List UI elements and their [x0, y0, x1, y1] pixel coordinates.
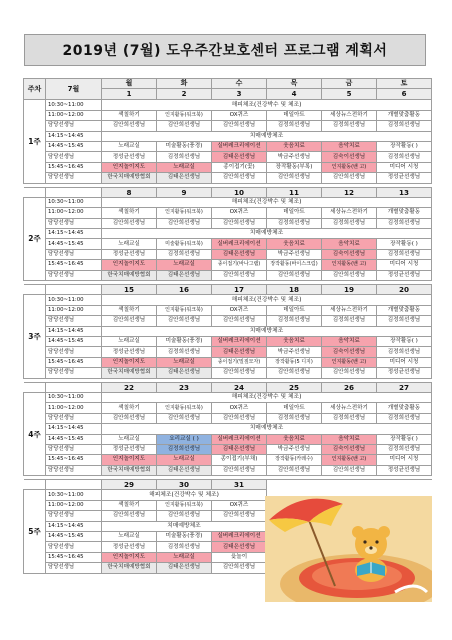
week-column-header: 주차 [24, 79, 46, 100]
program-cell: 김정희선생님 [157, 152, 212, 162]
program-cell: 미술활동(워크북) [157, 239, 212, 249]
row-label: 담당선생님 [46, 511, 102, 521]
program-cell: 노래교실 [102, 141, 157, 151]
month-header: 7월 [46, 79, 102, 100]
program-cell: 장작활동(5 디지) [267, 357, 322, 367]
program-cell: 인지활동(워크북) [157, 208, 212, 218]
row-label: 10:30~11:00 [46, 490, 102, 500]
program-span-cell: 치매예방체조 [102, 521, 267, 531]
schedule-row [24, 110, 432, 120]
week-label: 1주 [24, 100, 46, 183]
program-cell: 세상뉴스전하기 [322, 305, 377, 315]
row-label: 15:45~16:45 [46, 552, 102, 562]
program-cell: 정성균선생님 [102, 444, 157, 454]
program-cell: 김정희선생님 [267, 413, 322, 423]
program-cell: 김숙이선생님 [322, 347, 377, 357]
program-cell: 인지활동(워크북) [157, 500, 212, 510]
program-cell: OX퀴즈 [212, 403, 267, 413]
program-cell: 장작활동( ) [377, 336, 432, 346]
program-cell: 김태은선생님 [157, 563, 212, 573]
program-cell: 종이접기(꽃) [212, 162, 267, 172]
schedule-row [24, 141, 432, 151]
schedule-row [24, 316, 432, 326]
date-row-spacer [46, 480, 102, 490]
date-row-spacer [24, 382, 46, 392]
date-cell: 17 [212, 285, 267, 295]
row-label: 11:00~12:00 [46, 305, 102, 315]
row-label: 10:30~11:00 [46, 197, 102, 207]
program-cell: 음악치료 [322, 141, 377, 151]
program-cell: 김안희선생님 [212, 465, 267, 475]
day-header: 목 [267, 79, 322, 89]
program-cell: 김안희선생님 [322, 270, 377, 280]
program-cell: 김정희선생님 [267, 121, 322, 131]
row-label: 담당선생님 [46, 347, 102, 357]
program-cell: 김태은선생님 [157, 270, 212, 280]
program-cell: 김안희선생님 [157, 218, 212, 228]
schedule-row [24, 413, 432, 423]
program-cell: 실버레크리에이션 [212, 532, 267, 542]
program-cell: 김안희선생님 [212, 511, 267, 521]
program-cell: 정성균선생님 [102, 152, 157, 162]
program-span-cell: 해피체조(건강박수 및 체조) [102, 392, 432, 402]
day-header: 금 [322, 79, 377, 89]
program-cell: 장작활동( ) [377, 141, 432, 151]
program-cell: 정성균선생님 [102, 347, 157, 357]
program-cell: OX퀴즈 [212, 500, 267, 510]
program-cell: 김안희선생님 [102, 121, 157, 131]
program-span-cell: 해피체조(건강박수 및 체조) [102, 197, 432, 207]
schedule-row [24, 173, 432, 183]
program-cell: 한국치매예방협회 [102, 270, 157, 280]
program-cell: 김정희선생님 [377, 218, 432, 228]
program-cell: 인지활동(워크북) [157, 403, 212, 413]
row-label: 14:45~15:45 [46, 336, 102, 346]
program-cell: 김안희선생님 [212, 316, 267, 326]
date-cell: 23 [157, 382, 212, 392]
program-cell: 색칠하기 [102, 500, 157, 510]
row-label: 14:45~15:45 [46, 532, 102, 542]
program-cell: 데일아트 [267, 110, 322, 120]
program-cell: 인지놀이지도 [102, 357, 157, 367]
program-cell: 김정희선생님 [377, 316, 432, 326]
program-cell: 한국치매예방협회 [102, 368, 157, 378]
program-cell: 세상뉴스전하기 [322, 110, 377, 120]
schedule-row [24, 368, 432, 378]
program-cell: 김태은선생님 [157, 465, 212, 475]
week-label: 2주 [24, 197, 46, 280]
program-cell: 인지활동(밴 고) [322, 162, 377, 172]
program-cell: 실버레크리에이션 [212, 141, 267, 151]
row-label: 10:30~11:00 [46, 100, 102, 110]
program-cell: 박금주선생님 [267, 152, 322, 162]
date-cell: 20 [377, 285, 432, 295]
date-cell: 11 [267, 187, 322, 197]
program-cell: 색칠하기 [102, 110, 157, 120]
row-label: 담당선생님 [46, 152, 102, 162]
date-cell: 27 [377, 382, 432, 392]
schedule-row [24, 208, 432, 218]
row-label: 14:15~14:45 [46, 131, 102, 141]
program-cell: 김정희선생님 [157, 542, 212, 552]
date-cell: 29 [102, 480, 157, 490]
row-label: 담당선생님 [46, 173, 102, 183]
program-cell: 김안희선생님 [212, 413, 267, 423]
schedule-row [24, 131, 432, 141]
program-cell: 김태은선생님 [212, 249, 267, 259]
program-cell: 김안희선생님 [157, 511, 212, 521]
program-cell: 김안희선생님 [212, 563, 267, 573]
row-label: 담당선생님 [46, 316, 102, 326]
program-cell: 미술활동(풍경) [157, 336, 212, 346]
week-label: 3주 [24, 295, 46, 378]
summer-bear-reading-icon [265, 496, 432, 602]
program-cell: 김숙이선생님 [322, 152, 377, 162]
schedule-row [24, 403, 432, 413]
date-row-spacer [24, 285, 46, 295]
date-cell: 3 [212, 89, 267, 100]
date-row [24, 382, 432, 392]
program-cell: 김태은선생님 [212, 152, 267, 162]
program-span-cell: 치매예방체조 [102, 131, 432, 141]
row-label: 10:30~11:00 [46, 392, 102, 402]
date-cell: 18 [267, 285, 322, 295]
program-span-cell: 해피체조(건강박수 및 체조) [102, 490, 267, 500]
row-label: 15:45~16:45 [46, 455, 102, 465]
row-label: 담당선생님 [46, 270, 102, 280]
program-cell: 데일아트 [267, 305, 322, 315]
program-cell: 김태은선생님 [212, 347, 267, 357]
schedule-row [24, 121, 432, 131]
row-label: 14:15~14:45 [46, 326, 102, 336]
row-label: 담당선생님 [46, 563, 102, 573]
row-label: 14:45~15:45 [46, 434, 102, 444]
date-cell: 19 [322, 285, 377, 295]
date-cell: 24 [212, 382, 267, 392]
program-cell: 데일아트 [267, 208, 322, 218]
program-cell: 장작활동( ) [377, 239, 432, 249]
schedule-row [24, 444, 432, 454]
program-cell: OX퀴즈 [212, 208, 267, 218]
program-cell: 노래교실 [102, 336, 157, 346]
program-cell: 김안희선생님 [157, 316, 212, 326]
program-cell: 노래교실 [157, 260, 212, 270]
program-cell: 김숙이선생님 [322, 249, 377, 259]
date-cell: 16 [157, 285, 212, 295]
program-cell: 김안희선생님 [212, 270, 267, 280]
row-label: 11:00~12:00 [46, 110, 102, 120]
program-cell: 색칠하기 [102, 208, 157, 218]
row-label: 10:30~11:00 [46, 295, 102, 305]
day-header: 월 [102, 79, 157, 89]
program-cell: 김안희선생님 [267, 173, 322, 183]
row-label: 담당선생님 [46, 413, 102, 423]
date-cell: 30 [157, 480, 212, 490]
program-cell: 미디어 시청 [377, 260, 432, 270]
program-cell: 미술활동(풍경) [157, 532, 212, 542]
program-cell: 김정희선생님 [157, 347, 212, 357]
schedule-row [24, 392, 432, 402]
program-cell: 김안희선생님 [267, 368, 322, 378]
row-label: 담당선생님 [46, 465, 102, 475]
program-cell: 웃음치료 [267, 239, 322, 249]
program-cell: 김안희선생님 [212, 218, 267, 228]
date-cell: 6 [377, 89, 432, 100]
schedule-row [24, 100, 432, 110]
program-cell: 김태은선생님 [157, 173, 212, 183]
program-cell: 김태은선생님 [212, 444, 267, 454]
program-cell: 김정희선생님 [322, 218, 377, 228]
schedule-row [24, 295, 432, 305]
schedule-row [24, 357, 432, 367]
row-label: 14:15~14:45 [46, 424, 102, 434]
schedule-row [24, 260, 432, 270]
program-cell: 김정희선생님 [267, 316, 322, 326]
row-label: 14:15~14:45 [46, 521, 102, 531]
schedule-row [24, 152, 432, 162]
program-cell: 음악치료 [322, 239, 377, 249]
program-cell: 인지활동(워크북) [157, 110, 212, 120]
schedule-row [24, 465, 432, 475]
day-header: 토 [377, 79, 432, 89]
date-cell: 9 [157, 187, 212, 197]
date-cell: 26 [322, 382, 377, 392]
schedule-row [24, 424, 432, 434]
program-cell: 노래교실 [157, 552, 212, 562]
program-cell: 김안희선생님 [157, 413, 212, 423]
program-cell: 김정희선생님 [377, 121, 432, 131]
row-label: 담당선생님 [46, 249, 102, 259]
schedule-row [24, 336, 432, 346]
program-cell: 정성균선생님 [377, 465, 432, 475]
date-cell: 1 [102, 89, 157, 100]
program-cell: 실버레크리에이션 [212, 239, 267, 249]
schedule-row [24, 305, 432, 315]
schedule-row [24, 249, 432, 259]
row-label: 담당선생님 [46, 218, 102, 228]
program-cell: 김정희선생님 [322, 316, 377, 326]
date-row-spacer [46, 187, 102, 197]
program-cell: 김안희선생님 [157, 121, 212, 131]
program-cell: 인지놀이지도 [102, 162, 157, 172]
program-cell: 개별맞춤활동 [377, 208, 432, 218]
program-cell: 노래교실 [102, 532, 157, 542]
schedule-row [24, 347, 432, 357]
header-row [24, 79, 432, 89]
date-cell: 2 [157, 89, 212, 100]
page-title: 2019년 (7월) 도우주간보호센터 프로그램 계획서 [24, 34, 426, 66]
date-cell: 22 [102, 382, 157, 392]
date-row-spacer [24, 480, 46, 490]
program-cell: 인지활동(밴 고) [322, 455, 377, 465]
row-label: 11:00~12:00 [46, 500, 102, 510]
program-cell: 김정희선생님 [377, 444, 432, 454]
date-cell: 4 [267, 89, 322, 100]
row-label: 담당선생님 [46, 121, 102, 131]
program-cell: 인지놀이지도 [102, 260, 157, 270]
program-cell: 윷놀이 [212, 552, 267, 562]
program-cell: 세상뉴스전하기 [322, 208, 377, 218]
program-cell: 종이접기(바나그램) [212, 260, 267, 270]
date-row [24, 285, 432, 295]
program-cell: 장작활동(바이스크림) [267, 260, 322, 270]
program-cell: 김숙이선생님 [322, 444, 377, 454]
schedule-row [24, 229, 432, 239]
program-cell: 김안희선생님 [102, 511, 157, 521]
row-label: 15:45~16:45 [46, 357, 102, 367]
program-cell: 인지활동(밴 고) [322, 357, 377, 367]
program-cell: 인지활동(워크북) [157, 305, 212, 315]
date-cell: 25 [267, 382, 322, 392]
program-cell: 한국치매예방협회 [102, 563, 157, 573]
day-header: 화 [157, 79, 212, 89]
program-cell: 김정희선생님 [267, 218, 322, 228]
program-cell: 노래교실 [157, 162, 212, 172]
program-cell: 정성균선생님 [377, 173, 432, 183]
program-cell: 웃음치료 [267, 434, 322, 444]
date-row-spacer [24, 187, 46, 197]
program-cell: 노래교실 [157, 455, 212, 465]
date-cell: 31 [212, 480, 267, 490]
program-cell: 김안희선생님 [322, 368, 377, 378]
week-label: 4주 [24, 392, 46, 475]
program-cell: 미디어 시청 [377, 455, 432, 465]
program-cell: 실버레크리에이션 [212, 434, 267, 444]
schedule-row [24, 270, 432, 280]
program-cell: 김안희선생님 [267, 270, 322, 280]
program-cell: 종이접기(밀짚모자) [212, 357, 267, 367]
program-cell: 김정희선생님 [377, 413, 432, 423]
program-cell: 박금주선생님 [267, 444, 322, 454]
schedule-row [24, 162, 432, 172]
program-cell: 인지놀이지도 [102, 552, 157, 562]
program-cell: 장작활동(카레수) [267, 455, 322, 465]
program-cell: 김안희선생님 [212, 173, 267, 183]
program-cell: 한국치매예방협회 [102, 173, 157, 183]
program-cell: 노래교실 [157, 357, 212, 367]
date-cell: 15 [102, 285, 157, 295]
program-cell: 미디어 시청 [377, 162, 432, 172]
date-cell: 5 [322, 89, 377, 100]
program-cell: 장작활동( ) [377, 434, 432, 444]
program-cell: 미디어 시청 [377, 357, 432, 367]
program-cell: 개별맞춤활동 [377, 110, 432, 120]
row-label: 담당선생님 [46, 542, 102, 552]
program-span-cell: 해피체조(건강박수 및 체조) [102, 100, 432, 110]
program-cell: 김정희선생님 [377, 249, 432, 259]
program-cell: 인지놀이지도 [102, 455, 157, 465]
program-span-cell: 치매예방체조 [102, 229, 432, 239]
program-cell: 노래교실 [102, 239, 157, 249]
program-cell: 김정희선생님 [377, 152, 432, 162]
program-cell: 웃음치료 [267, 336, 322, 346]
program-cell: 김정희선생님 [157, 444, 212, 454]
program-cell: 김정희선생님 [377, 347, 432, 357]
date-cell: 10 [212, 187, 267, 197]
date-row [24, 187, 432, 197]
schedule-row [24, 455, 432, 465]
date-row [24, 480, 432, 490]
program-cell: 김안희선생님 [322, 465, 377, 475]
program-cell: 개별맞춤활동 [377, 403, 432, 413]
row-label: 14:45~15:45 [46, 239, 102, 249]
date-cell: 12 [322, 187, 377, 197]
program-span-cell: 치매예방체조 [102, 326, 432, 336]
program-cell: 음악치료 [322, 434, 377, 444]
program-cell: 김안희선생님 [322, 173, 377, 183]
program-cell: 김정희선생님 [322, 413, 377, 423]
row-label: 11:00~12:00 [46, 403, 102, 413]
program-cell: 김안희선생님 [102, 218, 157, 228]
schedule-row [24, 239, 432, 249]
program-cell: 박금주선생님 [267, 347, 322, 357]
date-row-spacer [46, 382, 102, 392]
program-cell: 김안희선생님 [212, 368, 267, 378]
schedule-row [24, 434, 432, 444]
program-cell: 색칠하기 [102, 403, 157, 413]
program-cell: 한국치매예방협회 [102, 465, 157, 475]
program-cell: 개별맞춤활동 [377, 305, 432, 315]
program-cell: 김안희선생님 [102, 413, 157, 423]
program-cell: 정성균선생님 [377, 270, 432, 280]
row-label: 15:45~16:45 [46, 162, 102, 172]
row-label: 15:45~16:45 [46, 260, 102, 270]
program-cell: 정성균선생님 [102, 542, 157, 552]
program-cell: 정성균선생님 [377, 368, 432, 378]
program-cell: 데일아트 [267, 403, 322, 413]
day-header: 수 [212, 79, 267, 89]
program-cell: OX퀴즈 [212, 110, 267, 120]
program-cell: 김안희선생님 [212, 121, 267, 131]
row-label: 11:00~12:00 [46, 208, 102, 218]
schedule-row [24, 218, 432, 228]
program-cell: 세상뉴스전하기 [322, 403, 377, 413]
program-cell: 박금주선생님 [267, 249, 322, 259]
program-cell: 김정희선생님 [322, 121, 377, 131]
date-cell: 8 [102, 187, 157, 197]
program-span-cell: 치매예방체조 [102, 424, 432, 434]
row-label: 담당선생님 [46, 444, 102, 454]
date-cell: 13 [377, 187, 432, 197]
program-cell: 김태은선생님 [212, 542, 267, 552]
program-cell: 김정희선생님 [157, 249, 212, 259]
program-cell: 웃음치료 [267, 141, 322, 151]
program-cell: OX퀴즈 [212, 305, 267, 315]
date-row-spacer [46, 285, 102, 295]
week-label: 5주 [24, 490, 46, 573]
program-cell: 색칠하기 [102, 305, 157, 315]
program-cell: 종이접기(부채) [212, 455, 267, 465]
schedule-row [24, 197, 432, 207]
row-label: 담당선생님 [46, 368, 102, 378]
row-label: 14:15~14:45 [46, 229, 102, 239]
program-cell: 실버레크리에이션 [212, 336, 267, 346]
program-cell: 김안희선생님 [102, 316, 157, 326]
program-cell: 인지활동(밴 고) [322, 260, 377, 270]
program-cell: 장작활동(부록) [267, 162, 322, 172]
program-cell: 요리교실 ( ) [157, 434, 212, 444]
program-cell: 노래교실 [102, 434, 157, 444]
program-cell: 정성균선생님 [102, 249, 157, 259]
row-label: 14:45~15:45 [46, 141, 102, 151]
program-cell: 김안희선생님 [267, 465, 322, 475]
program-span-cell: 해피체조(건강박수 및 체조) [102, 295, 432, 305]
program-cell: 김태은선생님 [157, 368, 212, 378]
program-cell: 미술활동(풍경) [157, 141, 212, 151]
schedule-row [24, 326, 432, 336]
program-cell: 음악치료 [322, 336, 377, 346]
